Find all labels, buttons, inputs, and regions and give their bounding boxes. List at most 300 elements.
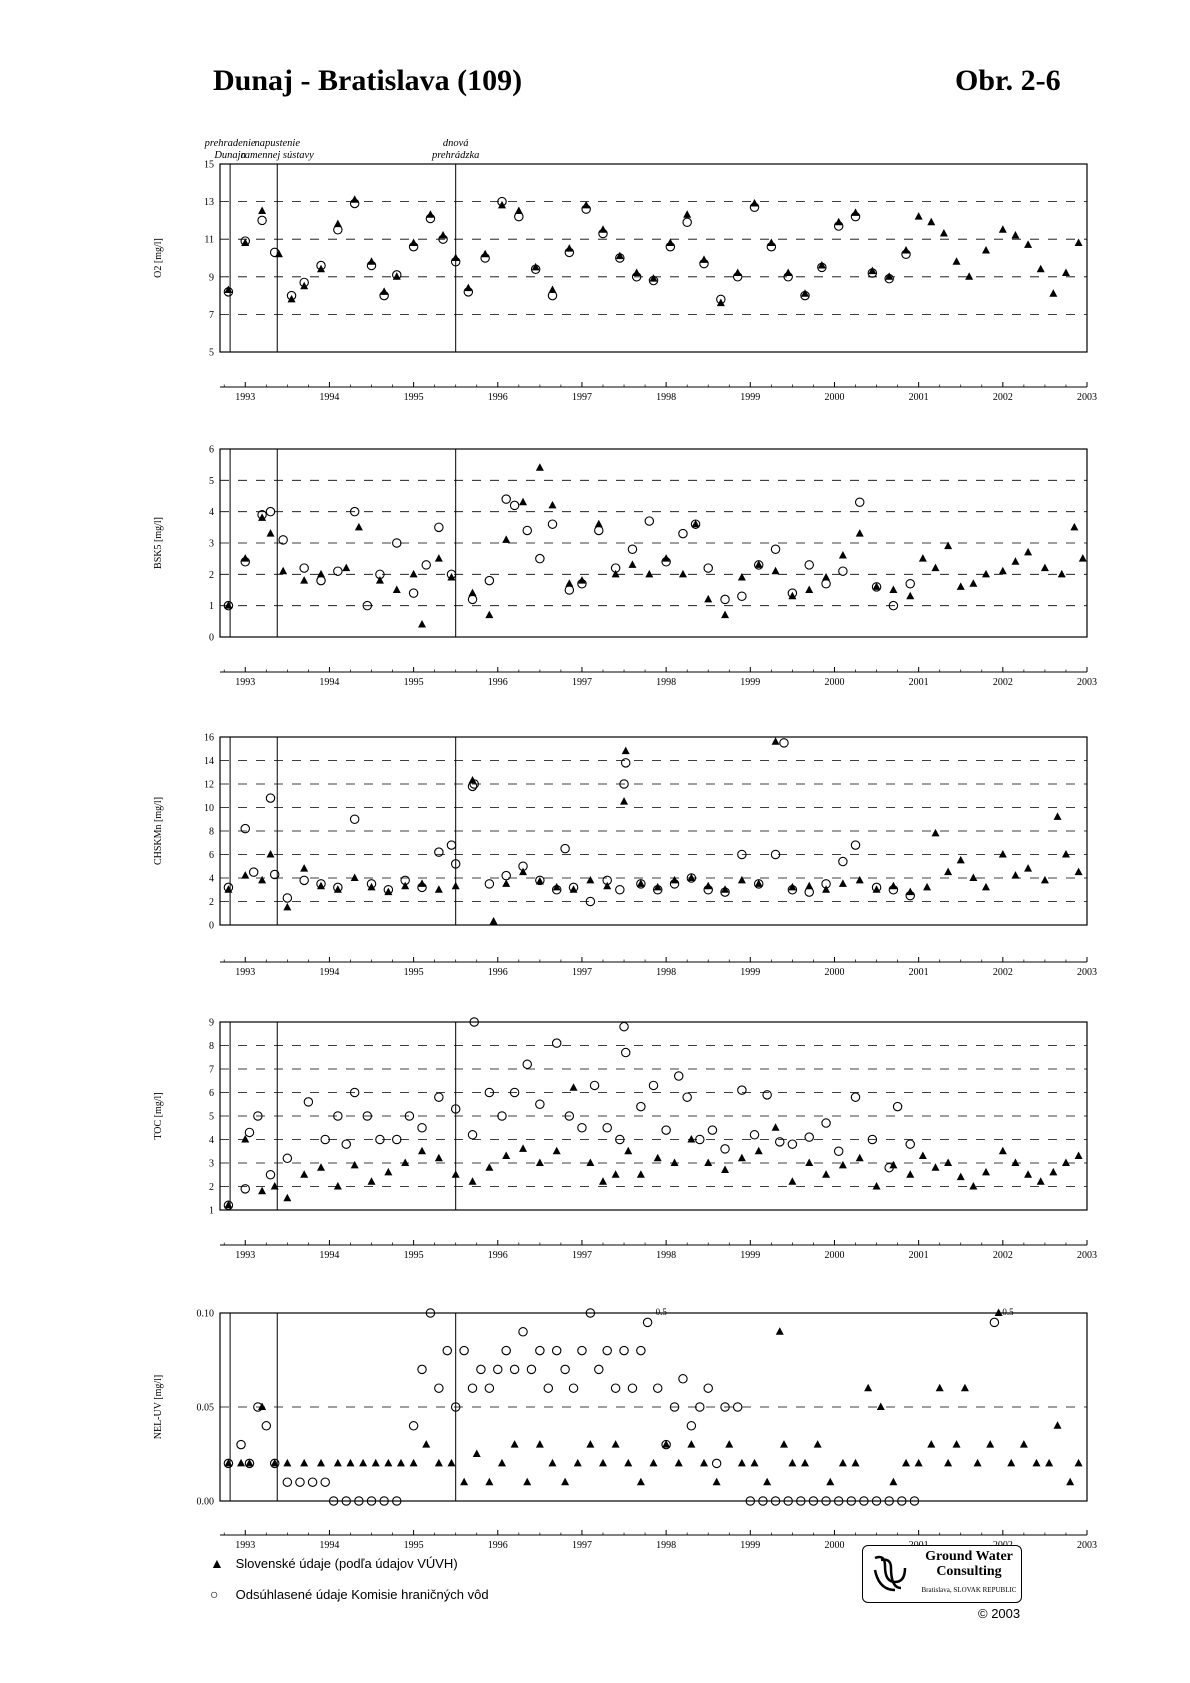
data-point-circle: [300, 876, 308, 884]
y-tick-label: 11: [204, 234, 214, 246]
data-point-triangle: [1054, 812, 1062, 820]
data-point-circle: [721, 595, 729, 603]
data-point-triangle: [519, 1144, 527, 1152]
y-tick-label: 3: [209, 538, 214, 550]
data-point-triangle: [974, 1459, 982, 1467]
data-point-triangle: [1066, 1478, 1074, 1486]
x-tick-label: 2000: [824, 392, 845, 403]
y-tick-label: 2: [209, 569, 214, 581]
data-point-triangle: [1041, 564, 1049, 572]
data-point-triangle: [1024, 864, 1032, 872]
data-point-triangle: [628, 560, 636, 568]
data-point-triangle: [683, 210, 691, 218]
data-point-circle: [763, 1091, 771, 1099]
data-point-circle: [662, 1126, 670, 1134]
data-point-circle: [477, 1365, 485, 1373]
wave-logo-icon: [871, 1552, 913, 1594]
x-tick-label: 1997: [571, 677, 592, 688]
data-point-circle: [712, 1459, 720, 1467]
legend-label-slovak: Slovenské údaje (podľa údajov VÚVH): [235, 1556, 458, 1571]
data-point-triangle: [1020, 1440, 1028, 1448]
data-point-circle: [839, 567, 847, 575]
data-point-circle: [851, 1093, 859, 1101]
data-point-circle: [637, 1102, 645, 1110]
data-point-circle: [447, 841, 455, 849]
data-point-triangle: [999, 850, 1007, 858]
data-point-triangle: [435, 1154, 443, 1162]
data-point-triangle: [1075, 1459, 1083, 1467]
data-point-triangle: [1075, 1151, 1083, 1159]
data-point-triangle: [410, 1459, 418, 1467]
y-tick-label: 8: [209, 1041, 214, 1052]
data-point-triangle: [856, 1154, 864, 1162]
data-point-triangle: [982, 1168, 990, 1176]
x-tick-label: 1998: [656, 1250, 677, 1261]
data-point-triangle: [612, 1170, 620, 1178]
data-point-circle: [435, 1093, 443, 1101]
x-tick-label: 1998: [656, 392, 677, 403]
data-point-triangle: [1075, 868, 1083, 876]
data-point-triangle: [334, 1459, 342, 1467]
data-point-triangle: [927, 1440, 935, 1448]
data-point-triangle: [936, 1384, 944, 1392]
x-tick-label: 1996: [487, 1250, 508, 1261]
data-point-triangle: [772, 737, 780, 745]
x-tick-label: 2000: [824, 677, 845, 688]
data-point-triangle: [342, 564, 350, 572]
data-point-triangle: [856, 529, 864, 537]
data-point-triangle: [267, 529, 275, 537]
data-point-circle: [616, 886, 624, 894]
data-point-circle: [578, 1124, 586, 1132]
data-point-circle: [561, 844, 569, 852]
data-point-circle: [296, 1478, 304, 1486]
data-point-triangle: [519, 498, 527, 506]
page-title: Dunaj - Bratislava (109): [213, 64, 523, 97]
data-point-triangle: [801, 1459, 809, 1467]
data-point-triangle: [700, 1459, 708, 1467]
data-point-triangle: [982, 883, 990, 891]
data-point-triangle: [502, 535, 510, 543]
data-point-triangle: [725, 1440, 733, 1448]
x-tick-label: 1993: [235, 677, 256, 688]
y-tick-label: 14: [204, 756, 214, 767]
y-tick-label: 13: [204, 197, 214, 209]
data-point-circle: [304, 1098, 312, 1106]
data-point-triangle: [561, 1478, 569, 1486]
data-point-triangle: [751, 1459, 759, 1467]
data-point-triangle: [536, 1440, 544, 1448]
data-point-triangle: [241, 871, 249, 879]
data-point-triangle: [1032, 1459, 1040, 1467]
data-point-circle: [422, 561, 430, 569]
data-point-triangle: [755, 1147, 763, 1155]
data-point-circle: [527, 1365, 535, 1373]
data-point-triangle: [469, 1177, 477, 1185]
data-point-triangle: [953, 257, 961, 265]
data-point-circle: [510, 1365, 518, 1373]
y-tick-label: 6: [209, 850, 214, 861]
y-tick-label: 0.05: [196, 1402, 214, 1414]
data-point-circle: [241, 824, 249, 832]
data-point-triangle: [687, 1135, 695, 1143]
x-tick-label: 2001: [908, 1250, 929, 1261]
y-tick-label: 5: [209, 1111, 214, 1123]
data-point-triangle: [889, 1478, 897, 1486]
data-point-triangle: [738, 1154, 746, 1162]
data-point-circle: [536, 1346, 544, 1354]
data-point-triangle: [498, 1459, 506, 1467]
event-annotation: dnová: [442, 138, 469, 149]
data-point-circle: [342, 1140, 350, 1148]
x-tick-label: 1997: [571, 1250, 592, 1261]
data-point-triangle: [624, 1147, 632, 1155]
x-tick-label: 1994: [319, 392, 340, 403]
data-point-triangle: [654, 1154, 662, 1162]
data-point-circle: [704, 1384, 712, 1392]
data-point-circle: [839, 857, 847, 865]
data-point-triangle: [351, 1161, 359, 1169]
data-point-triangle: [393, 586, 401, 594]
data-point-triangle: [258, 876, 266, 884]
data-point-circle: [409, 589, 417, 597]
data-point-triangle: [258, 207, 266, 215]
data-point-circle: [603, 1346, 611, 1354]
data-point-triangle: [574, 1459, 582, 1467]
y-tick-label: 9: [209, 1017, 214, 1029]
data-point-circle: [643, 1318, 651, 1326]
data-point-circle: [776, 1138, 784, 1146]
x-tick-label: 1993: [235, 392, 256, 403]
data-point-circle: [552, 1039, 560, 1047]
x-tick-label: 1995: [403, 677, 424, 688]
data-point-triangle: [814, 1440, 822, 1448]
data-point-triangle: [473, 1450, 481, 1458]
data-point-circle: [565, 586, 573, 594]
y-tick-label: 0: [209, 632, 214, 644]
data-point-triangle: [452, 1170, 460, 1178]
data-point-triangle: [965, 272, 973, 280]
data-point-circle: [258, 216, 266, 224]
data-point-triangle: [1075, 238, 1083, 246]
x-tick-label: 1995: [403, 1540, 424, 1551]
data-point-triangle: [548, 1459, 556, 1467]
data-point-triangle: [401, 1159, 409, 1167]
data-point-triangle: [447, 1459, 455, 1467]
y-tick-label: 0.00: [196, 1496, 214, 1508]
data-point-triangle: [586, 1159, 594, 1167]
data-point-triangle: [485, 1478, 493, 1486]
data-point-triangle: [384, 1168, 392, 1176]
data-point-triangle: [599, 1459, 607, 1467]
data-point-circle: [805, 561, 813, 569]
data-point-triangle: [704, 595, 712, 603]
data-point-circle: [628, 1384, 636, 1392]
data-point-circle: [822, 580, 830, 588]
y-axis-label: NEL-UV [mg/l]: [153, 1374, 164, 1440]
event-annotation: ramennej sústavy: [240, 150, 314, 161]
data-point-circle: [321, 1478, 329, 1486]
data-point-triangle: [490, 917, 498, 925]
legend-label-commission: Odsúhlasené údaje Komisie hraničných vôd: [235, 1587, 489, 1602]
data-point-triangle: [919, 1151, 927, 1159]
data-point-triangle: [805, 1159, 813, 1167]
data-point-triangle: [599, 1177, 607, 1185]
data-point-circle: [683, 218, 691, 226]
data-point-circle: [494, 1365, 502, 1373]
data-point-triangle: [839, 1161, 847, 1169]
data-point-circle: [502, 871, 510, 879]
data-point-triangle: [586, 876, 594, 884]
data-point-triangle: [780, 1440, 788, 1448]
x-tick-label: 1994: [319, 1540, 340, 1551]
data-point-triangle: [944, 1159, 952, 1167]
data-point-circle: [771, 545, 779, 553]
data-point-triangle: [1049, 289, 1057, 297]
data-point-circle: [620, 1022, 628, 1030]
data-point-circle: [468, 1131, 476, 1139]
y-axis-label: TOC [mg/l]: [153, 1092, 164, 1140]
data-point-circle: [262, 1422, 270, 1430]
data-point-triangle: [671, 1159, 679, 1167]
data-point-circle: [300, 564, 308, 572]
x-tick-label: 1995: [403, 392, 424, 403]
data-point-triangle: [906, 592, 914, 600]
y-tick-label: 4: [209, 873, 214, 885]
data-point-circle: [241, 1185, 249, 1193]
data-point-triangle: [435, 885, 443, 893]
data-point-triangle: [738, 1459, 746, 1467]
x-tick-label: 2002: [992, 1250, 1013, 1261]
data-point-circle: [788, 1140, 796, 1148]
data-point-circle: [620, 1346, 628, 1354]
data-point-triangle: [637, 1478, 645, 1486]
data-point-triangle: [1011, 1159, 1019, 1167]
data-point-circle: [460, 1346, 468, 1354]
data-point-circle: [721, 1145, 729, 1153]
data-point-circle: [536, 554, 544, 562]
data-point-triangle: [1070, 523, 1078, 531]
data-point-circle: [502, 1346, 510, 1354]
data-point-triangle: [237, 1459, 245, 1467]
data-point-circle: [308, 1478, 316, 1486]
data-point-circle: [595, 526, 603, 534]
data-point-triangle: [864, 1384, 872, 1392]
event-annotation: napustenie: [254, 138, 300, 149]
legend-item-slovak: [210, 1555, 458, 1571]
data-point-triangle: [953, 1440, 961, 1448]
data-point-triangle: [999, 567, 1007, 575]
data-point-triangle: [435, 1459, 443, 1467]
data-point-triangle: [852, 1459, 860, 1467]
data-point-triangle: [776, 1327, 784, 1335]
x-tick-label: 1997: [571, 1540, 592, 1551]
data-point-triangle: [418, 620, 426, 628]
data-point-triangle: [944, 1459, 952, 1467]
data-point-triangle: [839, 551, 847, 559]
data-point-triangle: [334, 1182, 342, 1190]
x-tick-label: 1993: [235, 1540, 256, 1551]
x-tick-label: 2003: [1077, 392, 1097, 403]
data-point-triangle: [738, 876, 746, 884]
data-point-circle: [628, 545, 636, 553]
data-point-triangle: [485, 611, 493, 619]
data-point-triangle: [523, 1478, 531, 1486]
data-point-triangle: [763, 1478, 771, 1486]
data-point-triangle: [915, 1459, 923, 1467]
data-point-triangle: [300, 576, 308, 584]
data-point-circle: [409, 1422, 417, 1430]
data-point-triangle: [915, 212, 923, 220]
data-point-triangle: [300, 1170, 308, 1178]
y-tick-label: 2: [209, 1182, 214, 1193]
data-point-circle: [443, 1346, 451, 1354]
data-point-triangle: [982, 570, 990, 578]
data-point-triangle: [873, 1182, 881, 1190]
data-point-triangle: [1024, 1170, 1032, 1178]
data-point-circle: [675, 1072, 683, 1080]
data-point-triangle: [772, 567, 780, 575]
data-point-circle: [536, 1100, 544, 1108]
offscale-label: 0.5: [655, 1307, 667, 1317]
data-point-triangle: [452, 882, 460, 890]
y-tick-label: 1: [209, 1205, 214, 1217]
data-point-circle: [485, 1384, 493, 1392]
data-point-circle: [266, 794, 274, 802]
y-axis-label: O2 [mg/l]: [153, 238, 164, 278]
y-tick-label: 5: [209, 347, 214, 359]
data-point-circle: [548, 520, 556, 528]
y-tick-label: 3: [209, 1158, 214, 1170]
data-point-triangle: [957, 582, 965, 590]
event-annotation: prehrádzka: [431, 150, 480, 161]
data-point-triangle: [1079, 554, 1087, 562]
data-point-circle: [435, 1384, 443, 1392]
event-annotation: prehradenie: [204, 138, 256, 149]
y-tick-label: 9: [209, 272, 214, 284]
y-tick-label: 0.10: [196, 1308, 214, 1320]
data-point-circle: [611, 1384, 619, 1392]
data-point-circle: [245, 1128, 253, 1136]
data-point-circle: [552, 1346, 560, 1354]
data-point-triangle: [919, 554, 927, 562]
data-point-triangle: [957, 856, 965, 864]
data-point-circle: [738, 592, 746, 600]
x-tick-label: 1999: [740, 1540, 761, 1551]
x-tick-label: 2000: [824, 967, 845, 978]
data-point-triangle: [704, 1159, 712, 1167]
data-point-triangle: [999, 225, 1007, 233]
data-point-circle: [750, 1131, 758, 1139]
data-point-triangle: [721, 611, 729, 619]
data-point-triangle: [1045, 1459, 1053, 1467]
data-point-circle: [805, 1133, 813, 1141]
data-point-triangle: [839, 879, 847, 887]
data-point-triangle: [906, 1170, 914, 1178]
data-point-triangle: [435, 554, 443, 562]
data-point-triangle: [931, 829, 939, 837]
x-tick-label: 2003: [1077, 1250, 1097, 1261]
data-point-triangle: [410, 570, 418, 578]
logo-name-line1: Ground Water: [925, 1549, 1013, 1564]
data-point-triangle: [1062, 269, 1070, 277]
y-tick-label: 16: [204, 732, 214, 744]
data-point-triangle: [1041, 876, 1049, 884]
data-point-circle: [569, 1384, 577, 1392]
data-point-circle: [523, 1060, 531, 1068]
data-point-circle: [637, 1346, 645, 1354]
y-axis-label: CHSKMn [mg/l]: [153, 796, 164, 866]
data-point-circle: [645, 517, 653, 525]
data-point-circle: [485, 576, 493, 584]
x-tick-label: 1998: [656, 677, 677, 688]
data-point-triangle: [570, 1083, 578, 1091]
x-tick-label: 1995: [403, 1250, 424, 1261]
data-point-circle: [283, 894, 291, 902]
data-point-triangle: [1011, 231, 1019, 239]
data-point-circle: [780, 739, 788, 747]
x-tick-label: 2001: [908, 677, 929, 688]
legend-item-commission: [210, 1586, 489, 1602]
data-point-circle: [283, 1478, 291, 1486]
x-tick-label: 1995: [403, 967, 424, 978]
data-point-triangle: [969, 579, 977, 587]
data-point-triangle: [1037, 1177, 1045, 1185]
data-point-triangle: [637, 1170, 645, 1178]
data-point-triangle: [788, 1177, 796, 1185]
x-tick-label: 1996: [487, 1540, 508, 1551]
data-point-circle: [834, 1147, 842, 1155]
data-point-circle: [595, 1365, 603, 1373]
data-point-triangle: [805, 586, 813, 594]
data-point-triangle: [372, 1459, 380, 1467]
data-point-circle: [906, 1140, 914, 1148]
x-tick-label: 1994: [319, 677, 340, 688]
data-point-triangle: [927, 218, 935, 226]
y-tick-label: 1: [209, 601, 214, 613]
data-point-circle: [485, 880, 493, 888]
data-point-triangle: [923, 883, 931, 891]
data-point-triangle: [788, 1459, 796, 1467]
data-point-triangle: [368, 1177, 376, 1185]
data-point-triangle: [384, 1459, 392, 1467]
data-point-circle: [393, 539, 401, 547]
data-point-circle: [468, 595, 476, 603]
data-point-triangle: [772, 1123, 780, 1131]
data-point-triangle: [650, 1459, 658, 1467]
data-point-triangle: [944, 868, 952, 876]
data-point-circle: [603, 1124, 611, 1132]
data-point-triangle: [1011, 557, 1019, 565]
y-tick-label: 10: [204, 803, 214, 814]
data-point-triangle: [1049, 1168, 1057, 1176]
data-point-triangle: [679, 570, 687, 578]
y-tick-label: 4: [209, 507, 214, 519]
data-point-triangle: [999, 1147, 1007, 1155]
data-point-triangle: [548, 501, 556, 509]
data-point-circle: [733, 1403, 741, 1411]
x-tick-label: 2002: [992, 392, 1013, 403]
data-point-triangle: [1024, 240, 1032, 248]
x-tick-label: 2001: [908, 392, 929, 403]
y-tick-label: 7: [209, 1064, 214, 1076]
triangle-icon: ▲: [210, 1555, 224, 1571]
data-point-triangle: [826, 1478, 834, 1486]
data-point-circle: [654, 1384, 662, 1392]
data-point-triangle: [1062, 1159, 1070, 1167]
data-point-triangle: [986, 1440, 994, 1448]
y-tick-label: 4: [209, 1135, 214, 1146]
